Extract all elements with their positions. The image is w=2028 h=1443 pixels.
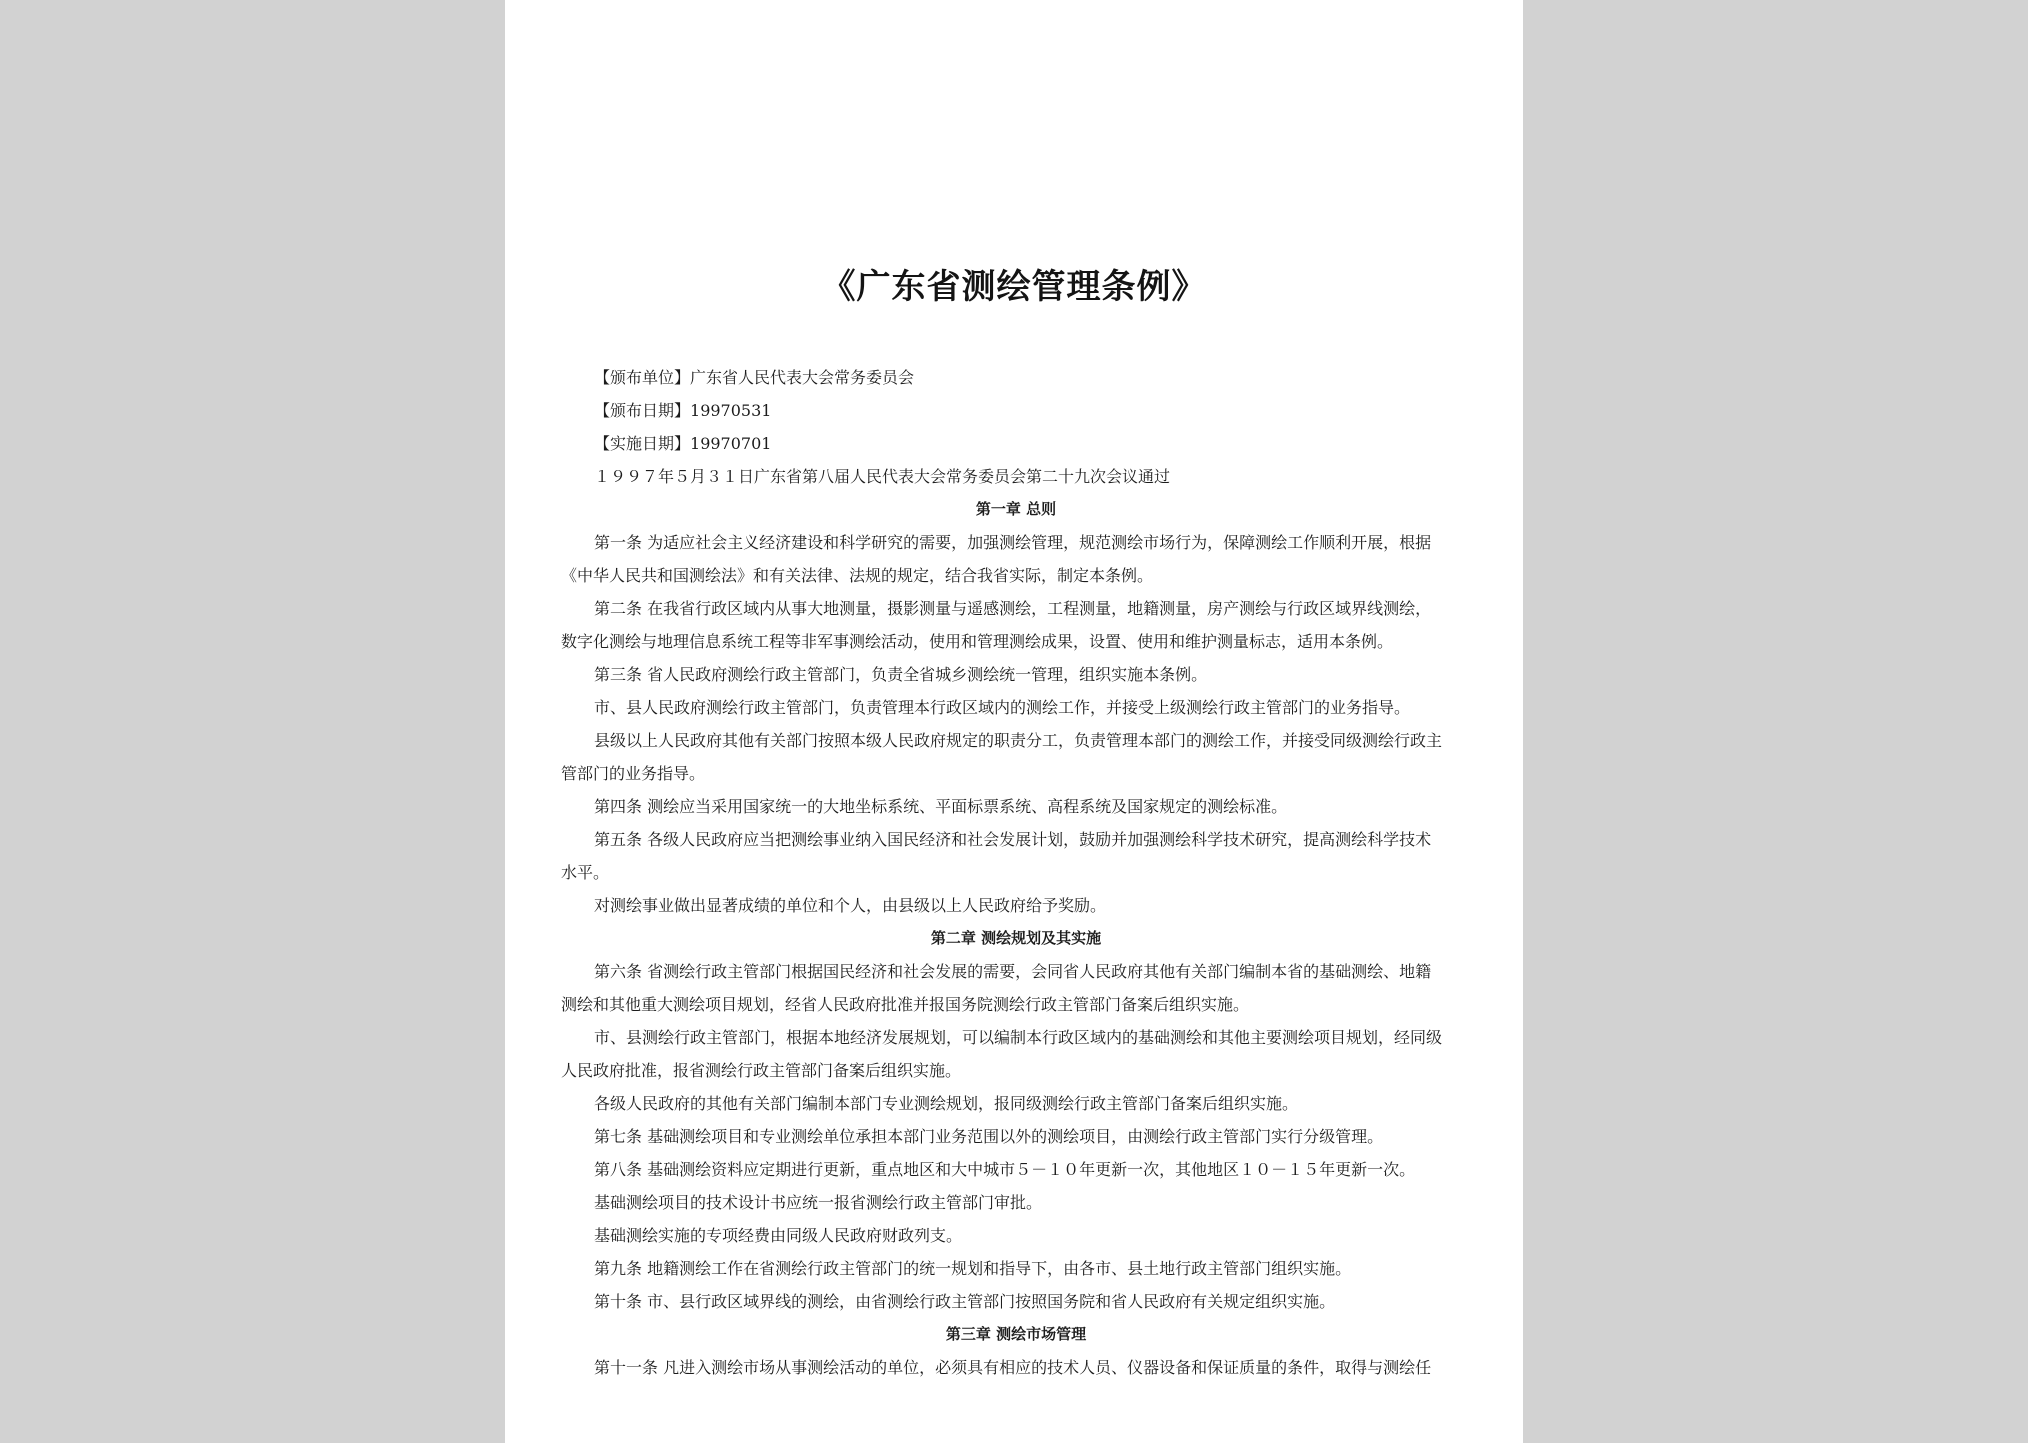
chapter-2-heading: 第二章 测绘规划及其实施 — [930, 929, 1102, 947]
article-6-line-2: 测绘和其他重大测绘项目规划，经省人民政府批准并报国务院测绘行政主管部门备案后组织实施。 — [561, 995, 1250, 1014]
article-8-paragraph-2: 基础测绘项目的技术设计书应统一报省测绘行政主管部门审批。 — [594, 1193, 1043, 1212]
meta-issue-date-value: 19970531 — [690, 401, 772, 420]
article-6-paragraph-2-line-2: 人民政府批准，报省测绘行政主管部门备案后组织实施。 — [561, 1061, 962, 1080]
document-body — [561, 361, 1471, 1384]
article-4: 第四条 测绘应当采用国家统一的大地坐标系统、平面标票系统、高程系统及国家规定的测绘标准。 — [594, 797, 1288, 816]
article-11-line-1: 第十一条 凡进入测绘市场从事测绘活动的单位，必须具有相应的技术人员、仪器设备和保证质量的条件，取得与测绘任 — [594, 1358, 1432, 1377]
meta-effective-date-label: 【实施日期】 — [594, 434, 691, 453]
meta-issuer — [561, 361, 1471, 394]
article-6-line-1: 第六条 省测绘行政主管部门根据国民经济和社会发展的需要，会同省人民政府其他有关部门编制本省的基础测绘、地籍 — [594, 962, 1432, 981]
meta-issuer-value: 广东省人民代表大会常务委员会 — [690, 368, 915, 387]
article-9: 第九条 地籍测绘工作在省测绘行政主管部门的统一规划和指导下，由各市、县土地行政主管部门组织实施。 — [594, 1259, 1352, 1278]
document-page — [505, 0, 1523, 1443]
article-3-paragraph-3-line-2: 管部门的业务指导。 — [561, 764, 706, 783]
chapter-1-heading: 第一章 总则 — [975, 500, 1057, 518]
article-6-paragraph-2-line-1: 市、县测绘行政主管部门，根据本地经济发展规划，可以编制本行政区域内的基础测绘和其他主要测绘项目规划，经同级 — [594, 1028, 1443, 1047]
article-6-paragraph-3: 各级人民政府的其他有关部门编制本部门专业测绘规划，报同级测绘行政主管部门备案后组织实施。 — [594, 1094, 1299, 1113]
meta-effective-date — [561, 427, 1471, 460]
adoption-note: １９９７年５月３１日广东省第八届人民代表大会常务委员会第二十九次会议通过 — [594, 467, 1171, 486]
article-7: 第七条 基础测绘项目和专业测绘单位承担本部门业务范围以外的测绘项目，由测绘行政主管部门实行分级管理。 — [594, 1127, 1384, 1146]
meta-issuer-label: 【颁布单位】 — [594, 368, 691, 387]
article-5-line-2: 水平。 — [561, 863, 610, 882]
article-3-line-1: 第三条 省人民政府测绘行政主管部门，负责全省城乡测绘统一管理，组织实施本条例。 — [594, 665, 1208, 684]
article-3-paragraph-2: 市、县人民政府测绘行政主管部门，负责管理本行政区域内的测绘工作，并接受上级测绘行政主管部门的业务指导。 — [594, 698, 1411, 717]
article-1-line-2: 《中华人民共和国测绘法》和有关法律、法规的规定，结合我省实际，制定本条例。 — [561, 566, 1154, 585]
article-2-line-2: 数字化测绘与地理信息系统工程等非军事测绘活动，使用和管理测绘成果，设置、使用和维护测量标志，适用本条例。 — [561, 632, 1394, 651]
article-5-line-1: 第五条 各级人民政府应当把测绘事业纳入国民经济和社会发展计划，鼓励并加强测绘科学技术研究，提高测绘科学技术 — [594, 830, 1432, 849]
chapter-3-heading: 第三章 测绘市场管理 — [945, 1325, 1087, 1343]
article-5-paragraph-2: 对测绘事业做出显著成绩的单位和个人，由县级以上人民政府给予奖励。 — [594, 896, 1107, 915]
article-1-line-1: 第一条 为适应社会主义经济建设和科学研究的需要，加强测绘管理，规范测绘市场行为，保障测绘工作顺利开展，根据 — [594, 533, 1432, 552]
article-8: 第八条 基础测绘资料应定期进行更新，重点地区和大中城市５－１０年更新一次，其他地区１０－１５年更新一次。 — [594, 1160, 1416, 1179]
article-10: 第十条 市、县行政区域界线的测绘，由省测绘行政主管部门按照国务院和省人民政府有关规定组织实施。 — [594, 1292, 1336, 1311]
article-3-paragraph-3-line-1: 县级以上人民政府其他有关部门按照本级人民政府规定的职责分工，负责管理本部门的测绘工作，并接受同级测绘行政主 — [594, 731, 1443, 750]
document-title: 《广东省测绘管理条例》 — [821, 267, 1207, 307]
article-8-paragraph-3: 基础测绘实施的专项经费由同级人民政府财政列支。 — [594, 1226, 963, 1245]
article-2-line-1: 第二条 在我省行政区域内从事大地测量，摄影测量与遥感测绘，工程测量，地籍测量，房产测绘与行政区域界线测绘， — [594, 599, 1432, 618]
meta-issue-date-label: 【颁布日期】 — [594, 401, 691, 420]
meta-issue-date — [561, 394, 1471, 427]
meta-effective-date-value: 19970701 — [690, 434, 772, 453]
